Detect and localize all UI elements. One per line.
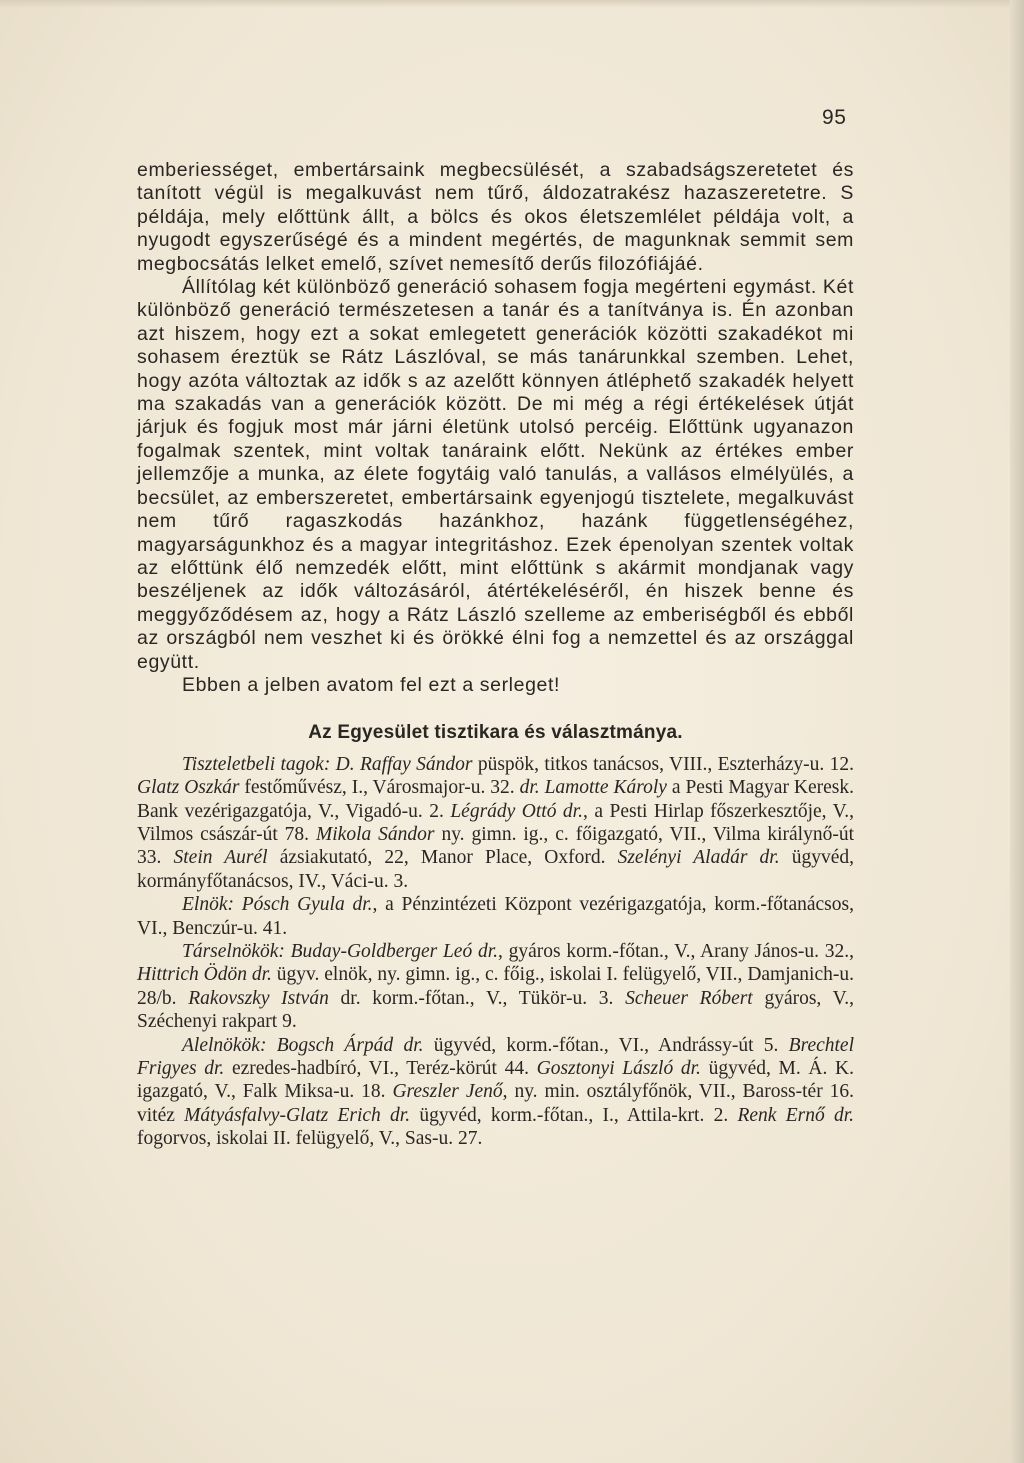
- officers-paragraph: [137, 893, 854, 940]
- detail-text: ezredes-hadbíró, VI., Teréz-körút 44.: [224, 1058, 537, 1080]
- detail-text: , gyáros korm.-főtan., V., Arany János-u. 32.,: [498, 941, 855, 962]
- page-body: [137, 159, 854, 1151]
- detail-text: dr. korm.-főtan., V., Tükör-u. 3.: [328, 987, 626, 1009]
- paragraph-2: Állítólag két különböző generáció sohasem fogja megérteni egymást. Két különböző generáció természetesen a tanár és a tanítványa is. Én azonban azt hiszem, hogy ezt a sokat emlegetett generációk közötti szakadékot mi sohasem éreztük se Rátz Lászlóval, se más tanárunkkal szemben. Lehet, hogy azóta változtak az idők s az azelőtt könnyen átléphető szakadék helyett ma szakadás van a generációk között. De mi még a régi értékelések útját járjuk és fogjuk most már járni életünk utolsó percéig. Előttünk ugyanazon fogalmak szentek, mint voltak tanáraink előtt. Nekünk az értékes ember jellemzője a munka, az élete fogytáig való tanulás, a vallásos elmélyülés, a becsület, az emberszeretet, embertársaink egyenjogú tisztelete, megalkuvást nem tűrő ragaszkodás hazánkhoz, hazánk függetlenségéhez, magyarságunkhoz és a magyar integritáshoz. Ezek épenolyan szentek voltak az előttünk élő nemzedék előtt, mint előttünk s akármit mondjanak vagy beszéljenek az idők változásáról, átértékeléséről, én hiszek benne és meggyőződésem az, hogy a Rátz László szelleme az emberiségből és ebből az országból nem veszhet ki és örökké élni fog a nemzettel és az országgal együtt.: [137, 276, 854, 673]
- name-italic: Alelnökök: Bogsch Árpád dr.: [182, 1034, 424, 1056]
- detail-text: , a Pesti Hirlap főszerkesztője, V., Vilmos császár-út 78.: [137, 800, 855, 845]
- name-italic: Mátyásfalvy-Glatz Erich dr.: [184, 1104, 411, 1126]
- officers-paragraph: [137, 1034, 854, 1151]
- paragraph-1: emberiességet, embertársaink megbecsülését, a szabadságszeretetet és tanított végül is megalkuvást nem tűrő, áldozatrakész hazaszeretetre. S példája, mely előttünk állt, a bölcs és okos életszemlélet példája volt, a nyugodt egyszerűségé és a mindent megértés, de magunknak semmit sem megbocsátás lelket emelő, szívet nemesítő derűs filozófiájáé.: [137, 159, 854, 275]
- name-italic: Mikola Sándor: [316, 823, 435, 845]
- officers-paragraph: [137, 753, 854, 893]
- officers-paragraph: [137, 940, 854, 1034]
- detail-text: ügyvéd, M. Á. K. igazgató, V., Falk Miksa-u. 18.: [137, 1058, 854, 1103]
- name-italic: Brechtel Frigyes dr.: [137, 1034, 854, 1080]
- section-heading: Az Egyesület tisztikara és választmánya.: [308, 722, 683, 744]
- detail-text: festőművész, I., Városmajor-u. 32.: [239, 777, 520, 799]
- paragraph-3: Ebben a jelben avatom fel ezt a serleget!: [182, 673, 560, 696]
- page-number: 95: [822, 106, 847, 129]
- name-italic: Légrády Ottó dr.: [450, 800, 583, 822]
- detail-text: a Pesti Magyar Keresk. Bank vezérigazgatója, V., Vigadó-u. 2.: [137, 777, 855, 822]
- name-italic: Társelnökök: Buday-Goldberger Leó dr.: [182, 941, 499, 962]
- name-italic: dr. Lamotte Károly: [519, 777, 667, 799]
- detail-text: ügyv. elnök, ny. gimn. ig., c. főig., iskolai I. felügyelő, VII., Damjanich-u. 28/b.: [137, 964, 854, 1009]
- name-italic: Stein Aurél: [173, 847, 268, 869]
- page-top-edge: [0, 0, 1024, 8]
- name-italic: Hittrich Ödön dr.: [137, 964, 272, 986]
- name-italic: Gosztonyi László dr.: [536, 1058, 701, 1080]
- page-right-edge: [1010, 0, 1024, 1463]
- detail-text: gyáros, V., Széchenyi rakpart 9.: [137, 987, 854, 1033]
- detail-text: püspök, titkos tanácsos, VIII., Eszterházy-u. 12.: [472, 753, 854, 775]
- detail-text: , ny. min. osztályfőnök, VII., Baross-tér 16. vitéz: [137, 1081, 854, 1126]
- detail-text: , a Pénzintézeti Központ vezérigazgatója, korm.-főtanácsos, VI., Benczúr-u. 41.: [137, 894, 854, 939]
- name-italic: Greszler Jenő: [392, 1081, 503, 1103]
- detail-text: ázsiakutató, 22, Manor Place, Oxford.: [267, 847, 618, 869]
- name-italic: Tiszteletbeli tagok: D. Raffay Sándor: [182, 753, 473, 775]
- detail-text: fogorvos, iskolai II. felügyelő, V., Sas-u. 27.: [137, 1128, 483, 1150]
- detail-text: ügyvéd, korm.-főtan., I., Attila-krt. 2.: [410, 1104, 738, 1126]
- detail-text: ügyvéd, kormányfőtanácsos, IV., Váci-u. 3.: [137, 847, 855, 892]
- detail-text: ügyvéd, korm.-főtan., VI., Andrássy-út 5.: [423, 1034, 789, 1056]
- name-italic: Glatz Oszkár: [137, 777, 240, 799]
- name-italic: Szelényi Aladár dr.: [617, 847, 780, 869]
- officers-list: [137, 753, 854, 1151]
- name-italic: Rakovszky István: [188, 987, 329, 1009]
- name-italic: Scheuer Róbert: [625, 987, 753, 1009]
- name-italic: Renk Ernő dr.: [737, 1104, 854, 1126]
- detail-text: ny. gimn. ig., c. főigazgató, VII., Vilma királynő-út 33.: [137, 823, 854, 869]
- name-italic: Elnök: Pósch Gyula dr.: [182, 894, 373, 916]
